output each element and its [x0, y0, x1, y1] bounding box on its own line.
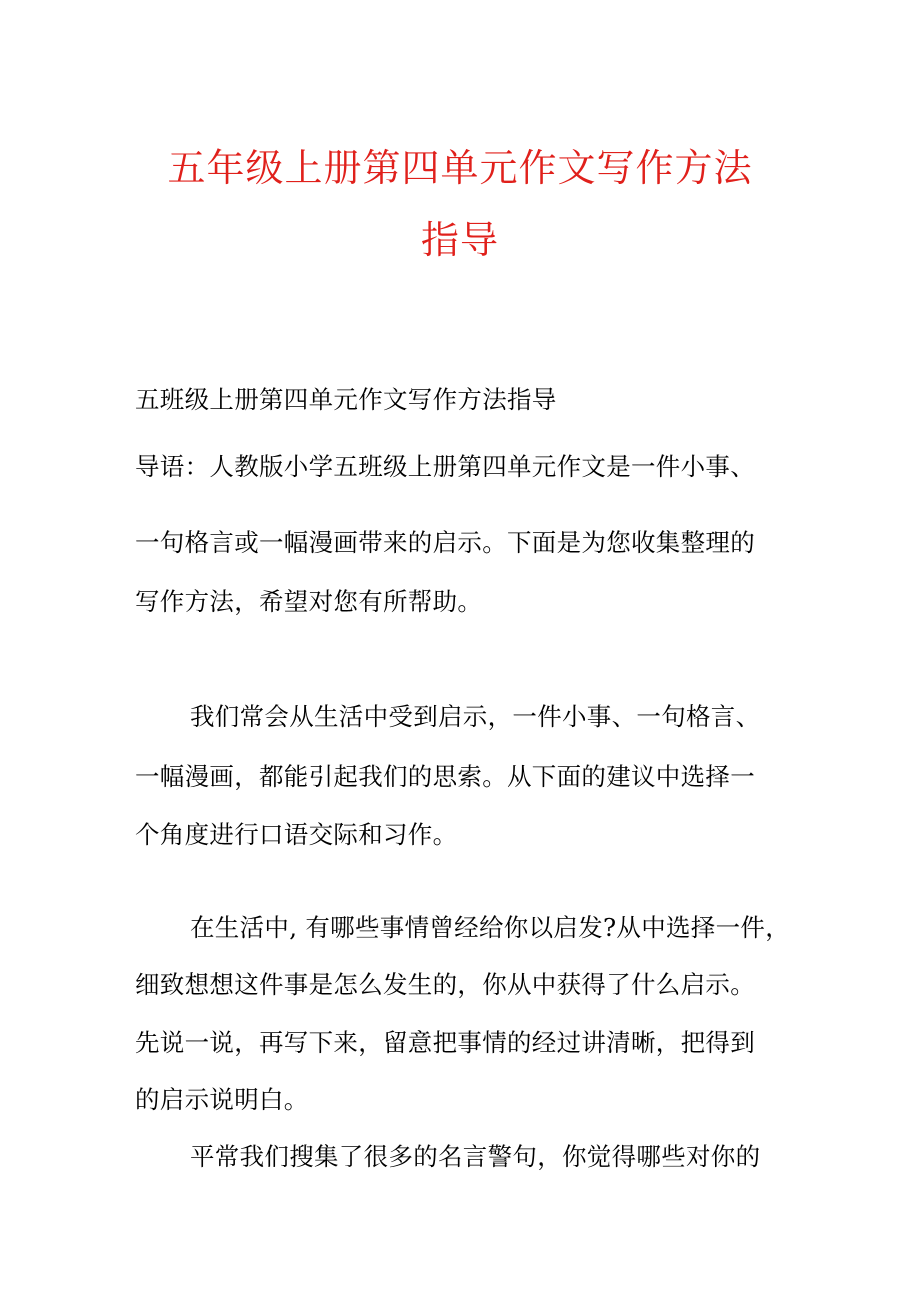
paragraph-2-line: 细致想想这件事是怎么发生的，你从中获得了什么启示。: [135, 970, 755, 999]
paragraph-2-line: 在生活中, 有哪些事情曾经给你以启发?从中选择一件，: [190, 913, 791, 942]
paragraph-2-line: 的启示说明白。: [135, 1085, 309, 1114]
paragraph-2-line: 先说一说，再写下来，留意把事情的经过讲清晰，把得到: [135, 1028, 755, 1057]
intro-line: 导语：人教版小学五班级上册第四单元作文是一件小事、: [135, 452, 755, 481]
paragraph-1-line: 个角度进行口语交际和习作。: [135, 820, 458, 849]
subtitle: 五班级上册第四单元作文写作方法指导: [135, 385, 557, 414]
document-title-line-1: 五年级上册第四单元作文写作方法: [167, 146, 753, 190]
document-title-line-2: 指导: [420, 218, 499, 262]
paragraph-1-line: 一幅漫画，都能引起我们的思索。从下面的建议中选择一: [135, 762, 755, 791]
paragraph-1-line: 我们常会从生活中受到启示，一件小事、一句格言、: [190, 702, 761, 731]
paragraph-3-line: 平常我们搜集了很多的名言警句，你觉得哪些对你的: [190, 1142, 761, 1171]
intro-line: 写作方法，希望对您有所帮助。: [135, 587, 483, 616]
intro-line: 一句格言或一幅漫画带来的启示。下面是为您收集整理的: [135, 528, 755, 557]
